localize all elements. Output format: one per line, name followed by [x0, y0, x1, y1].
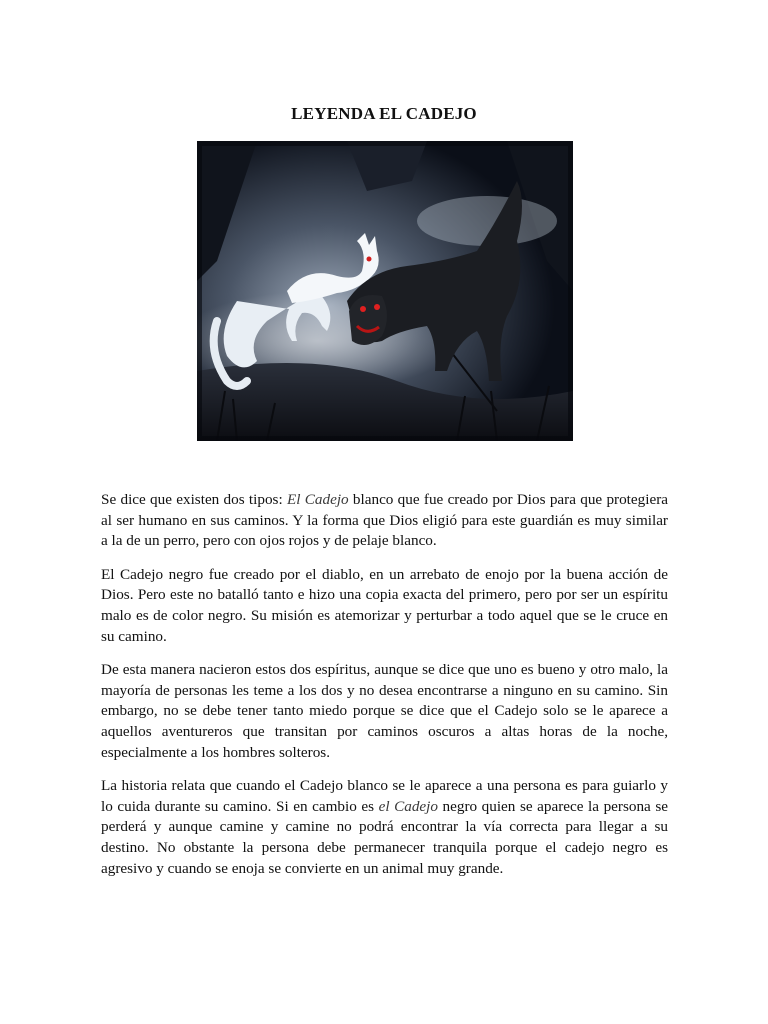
paragraph-4-italic: el Cadejo	[378, 797, 438, 815]
page-title: LEYENDA EL CADEJO	[291, 104, 477, 123]
cadejo-illustration	[197, 141, 573, 441]
paragraph-4-start: La historia relata que cuando el Cadejo blanco se le aparece a una persona es para guiarlo y lo cuida durante su camino. Si en cambio es	[101, 777, 668, 815]
paragraph-2: El Cadejo negro fue creado por el diablo, en un arrebato de enojo por la buena acción de Dios. Pero este no batalló tanto e hizo una copia exacta del primero, pero por ser un espíritu malo es de color negro. Su misión es atemorizar y perturbar a todo aquel que se le cruce en su camino.	[101, 565, 668, 645]
paragraph-1	[101, 490, 668, 552]
paragraph-3: De esta manera nacieron estos dos espíritus, aunque se dice que uno es bueno y otro malo, la mayoría de personas les teme a los dos y no desea encontrarse a ninguno en su camino. Sin embargo, no se debe tener tanto miedo porque se dice que el Cadejo solo se le aparece a aquellos aventureros que transitan por caminos oscuros a altas horas de la noche, especialmente a los hombres solteros.	[101, 661, 668, 761]
document-body	[101, 490, 668, 892]
cadejo-image	[197, 141, 573, 441]
paragraph-4-end: negro quien se aparece la persona se perderá y aunque camine y camine no podrá encontrar la vía correcta para llegar a su destino. No obstante la persona debe permanecer tranquila porque el cadejo negro es agresivo y cuando se enoja se convierte en un animal muy grande.	[101, 797, 669, 877]
paragraph-1-start: Se dice que existen dos tipos:	[101, 491, 287, 508]
paragraph-4	[101, 776, 668, 879]
paragraph-1-end: blanco que fue creado por Dios para que protegiera al ser humano en sus caminos. Y la forma que Dios eligió para este guardián es muy similar a la de un perro, pero con ojos rojos y de pelaje blanco.	[101, 491, 668, 550]
paragraph-1-italic: El Cadejo	[286, 491, 349, 508]
